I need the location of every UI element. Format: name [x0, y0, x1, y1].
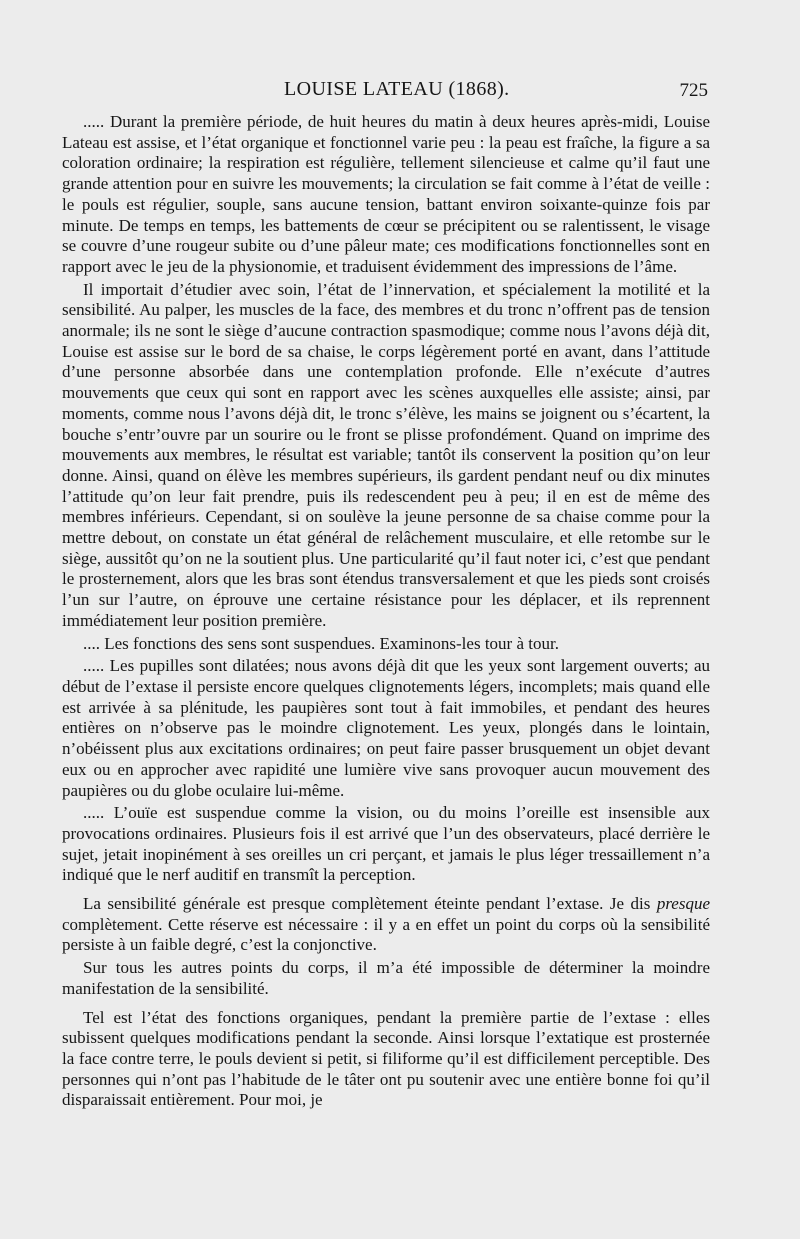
italic-presque: presque — [656, 894, 711, 914]
body-text — [62, 112, 710, 1113]
paragraph-innervation: Il importait d’étudier avec soin, l’état de l’innervation, et spécialement la motilité et la sensibilité. Au palper, les muscles de la face, des membres et du tronc n’offrent pas de tension anormale; ils ne sont le siège d’aucune contraction spasmodique; comme nous l’avons déjà dit, Louise est assise sur le bord de sa chaise, le corps légèrement porté en avant, dans l’attitude d’une personne absorbée dans une contemplation profonde. Elle n’exécute d’autres mouvements que ceux qui sont en rapport avec les scènes auxquelles elle assiste; ainsi, par moments, comme nous l’avons déjà dit, le tronc s’élève, les mains se joignent ou s’écartent, la bouche s’entr’ouvre par un sourire ou le front se plisse profondément. Quand on imprime des mouvements aux membres, le résultat est variable; tantôt ils conservent la position qu’on leur donne. Ainsi, quand on élève les membres supérieurs, ils gardent pendant neuf ou dix minutes l’attitude qu’on leur fait prendre, puis ils redescendent peu à peu; il en est de même des membres inférieurs. Cependant, si on soulève la jeune personne de sa chaise comme pour la mettre debout, on constate un état général de relâchement musculaire, et elle retombe sur le siège, aussitôt qu’on ne la soutient plus. Une particularité qu’il faut noter ici, c’est que pendant le prosternement, alors que les bras sont étendus transversalement et que les pieds sont croisés l’un sur l’autre, on éprouve une certaine résistance pour les déplacer, et ils reprennent immédiatement leur position première. — [62, 279, 710, 630]
paragraph-other-points: Sur tous les autres points du corps, il m’a été impossible de déterminer la moindre manifestation de la sensibilité. — [62, 958, 710, 998]
paragraph-hearing: ..... L’ouïe est suspendue comme la vision, ou du moins l’oreille est insensible aux provocations ordinaires. Plusieurs fois il est arrivé que l’un des observateurs, placé derrière le sujet, jetait inopinément à ses oreilles un cri perçant, et jamais le plus léger tressaillement n’a indiqué que le nerf auditif en transmît la perception. — [62, 803, 710, 885]
paragraph-sensibility — [62, 894, 710, 956]
paragraph-vision: ..... Les pupilles sont dilatées; nous avons déjà dit que les yeux sont largement ouverts; au début de l’extase il persiste encore quelques clignotements légers, incomplets; mais quand elle est arrivée à sa plénitude, les paupières sont tout à fait immobiles, et pendant des heures entières on n’observe pas le moindre clignotement. Les yeux, plongés dans le lointain, n’obéissent plus aux excitations ordinaires; on peut faire passer brusquement un objet devant eux ou en approcher avec rapidité une lumière vive sans provoquer aucun mouvement des paupières ou du globe oculaire lui-même. — [62, 656, 710, 800]
page-header — [78, 78, 710, 104]
sensibility-rest: complètement. Cette réserve est nécessaire : il y a en effet un point du corps où la sensibilité persiste à un faible degré, c’est la conjonctive. — [62, 914, 710, 955]
paragraph-circulation: ..... Durant la première période, de huit heures du matin à deux heures après-midi, Louise Lateau est assise, et l’état organique et fonctionnel varie peu : la peau est fraîche, la figure a sa coloration ordinaire; la respiration est régulière, tellement silencieuse et calme qu’il faut une grande attention pour en suivre les mouvements; la circulation se fait comme à l’état de veille : le pouls est régulier, souple, sans aucune tension, battant environ soixante-quinze fois par minute. De temps en temps, les battements de cœur se précipitent ou se ralentissent, le visage se couvre d’une rougeur subite ou d’une pâleur mate; ces modifications fonctionnelles sont en rapport avec le jeu de la physionomie, et traduisent évidemment des impressions de l’âme. — [62, 112, 710, 276]
page-number: 725 — [679, 80, 708, 101]
running-title: LOUISE LATEAU (1868). — [284, 78, 510, 100]
sensibility-lead: La sensibilité générale est presque complètement éteinte pendant l’extase. Je dis — [83, 894, 651, 914]
paragraph-senses: .... Les fonctions des sens sont suspendues. Examinons-les tour à tour. — [83, 633, 559, 653]
paragraph-organic-functions: Tel est l’état des fonctions organiques, pendant la première partie de l’extase : elles subissent quelques modifications pendant la seconde. Ainsi lorsque l’extatique est prosternée la face contre terre, le pouls devient si petit, si filiforme qu’il est difficilement perceptible. Des personnes qui n’ont pas l’habitude de le tâter ont pu soutenir avec une entière bonne foi qu’il disparaissait entièrement. Pour moi, je — [62, 1007, 710, 1110]
